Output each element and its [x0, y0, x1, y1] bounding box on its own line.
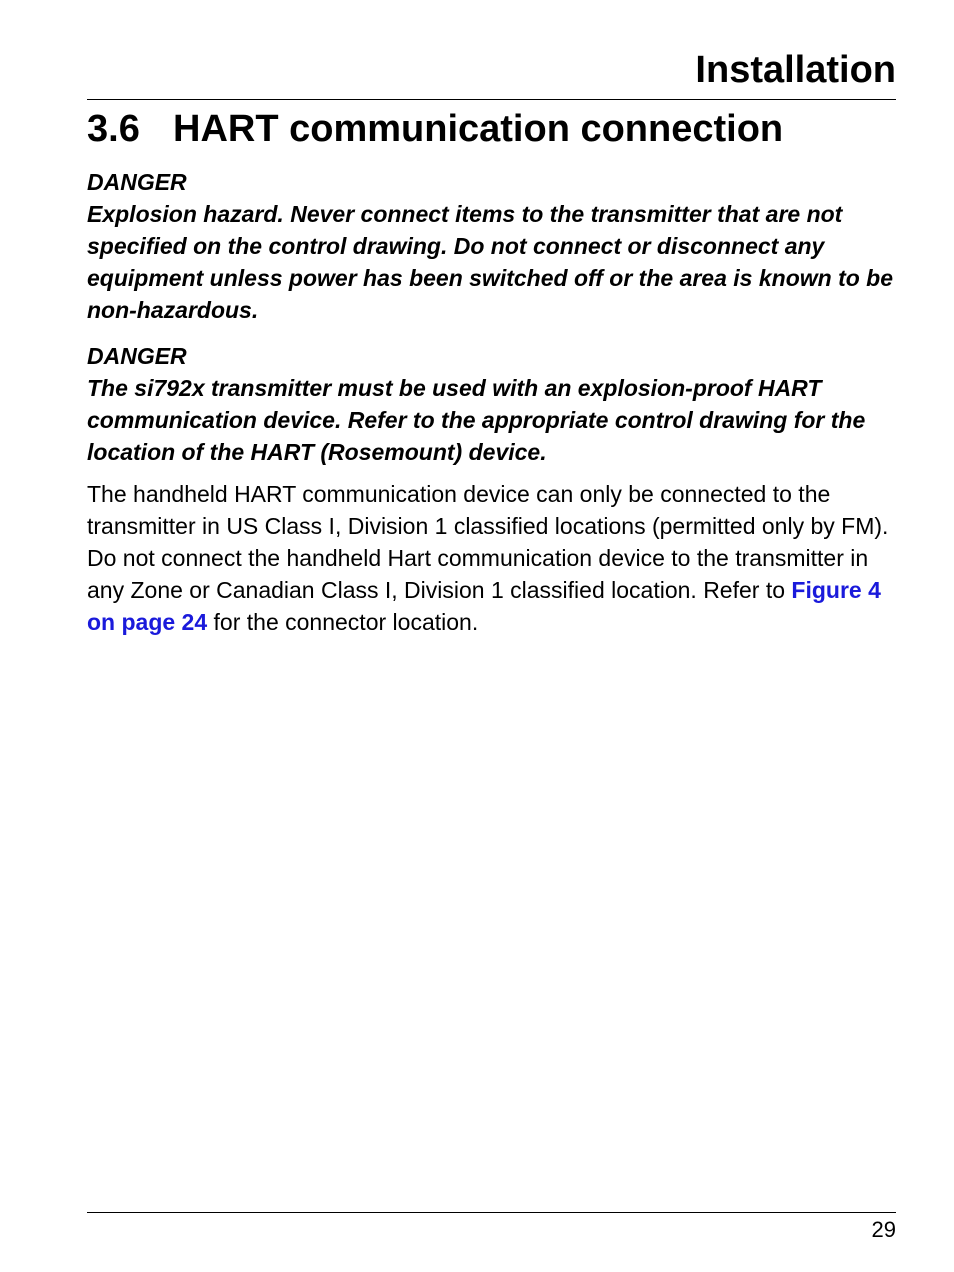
page-number: 29: [871, 1217, 896, 1242]
figure-cross-reference-link[interactable]: Figure 4 on page 24: [87, 577, 881, 635]
danger-notice-hart-device: [87, 340, 902, 468]
section-heading: [87, 104, 783, 154]
danger-label: DANGER: [87, 169, 187, 195]
chapter-title: Installation: [695, 49, 896, 91]
danger-text: The si792x transmitter must be used with an explosion-proof HART communication device. Refer to the appropriate control drawing for the location of the HART (Rosemount) device.: [87, 375, 866, 465]
section-title: HART communication connection: [173, 108, 784, 150]
header-divider: [87, 99, 896, 100]
footer-divider: [87, 1212, 896, 1213]
section-number: 3.6: [87, 108, 140, 150]
danger-notice-explosion: [87, 166, 902, 326]
danger-text: Explosion hazard. Never connect items to the transmitter that are not specified on the control drawing. Do not connect or disconnect any equipment unless power has been switched off or the area is known to be non-hazardous.: [87, 201, 894, 323]
body-text-after-link: for the connector location.: [207, 609, 479, 635]
body-paragraph: [87, 478, 902, 638]
danger-label: DANGER: [87, 343, 187, 369]
body-text-before-link: The handheld HART communication device can only be connected to the transmitter in US Class I, Division 1 classified locations (permitted only by FM). Do not connect the handheld Hart communication device to the transmitter in any Zone or Canadian Class I, Division 1 classified location. Refer to: [87, 481, 889, 603]
